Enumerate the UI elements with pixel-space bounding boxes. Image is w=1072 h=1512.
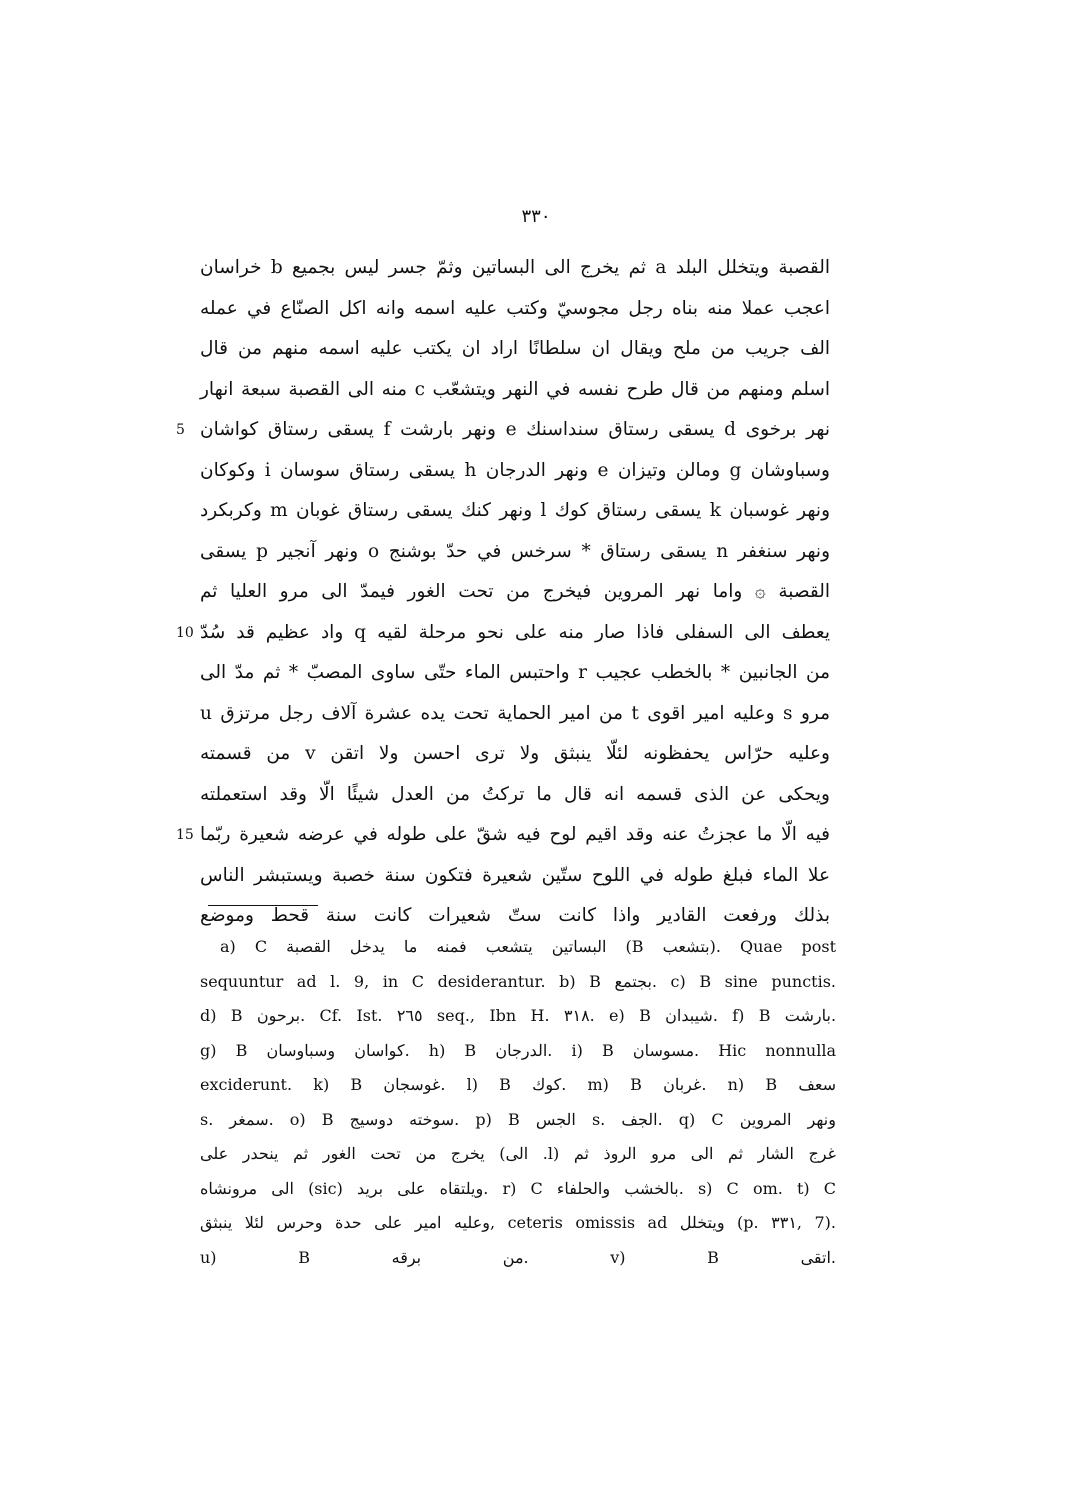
footnote-line: يخرج من تحت الغور ثم ينحدر على (الى .l) غرج الشار ثم الى مرو الروذ ثم — [200, 1144, 837, 1163]
text-line: فيه الّا ما عجزتُ عنه وقد اقيم لوح فيه شقّ على طوله في عرضه شعيرة ربّما 15 — [200, 815, 830, 856]
text-line: وعليه حرّاس يحفظونه لئلّا ينبثق ولا ترى احسن ولا اتقن v من قسمته — [200, 743, 830, 764]
text-line: اعجب عملا منه بناه رجل مجوسيّ وكتب عليه اسمه وانه اكل الصنّاع في عمله — [200, 297, 830, 319]
text-line: القصبة ۞ واما نهر المروين فيخرج من تحت الغور فيمدّ الى مرو العليا ثم — [200, 581, 830, 602]
footnote-line: exciderunt. k) B غوسجان. l) B كوك. m) B غربان. n) B سعف — [200, 1075, 837, 1094]
footnote-line: وعليه امير على حدة وحرس لئلا ينبثق, ceteris omissis ad ويتخلل (p. ۳۳١, 7). — [200, 1213, 836, 1232]
text-line: القصبة ويتخلل البلد a ثم يخرج الى البساتين وثمّ جسر ليس بجميع b خراسان — [200, 257, 831, 278]
text-line: ونهر غوسبان k يسقى رستاق كوك l ونهر كنك يسقى رستاق غوبان m وكربكرد — [200, 500, 831, 521]
footnote-line: s. سمغر. o) B سوخته دوسيج. p) B الجس s. الجف. q) C ونهر المروين — [200, 1109, 836, 1129]
footnote-line: الى مرونشاه (sic) ويلتقاه على بريد. r) C بالخشب والحلفاء. s) C om. t) C — [200, 1178, 837, 1198]
text-line: الف جريب من ملح ويقال ان سلطانًا اراد ان يكتب عليه اسمه منهم من قال — [200, 338, 830, 359]
text-line: بذلك ورفعت القادير واذا كانت ستّ شعيرات كانت سنة قحط وموضع — [200, 905, 830, 926]
text-line: ونهر سنغفر n يسقى رستاق * سرخس في حدّ بوشنج o ونهر آنجير p يسقى — [200, 540, 831, 562]
line-number: 10 — [176, 624, 194, 641]
text-line: من الجانبين * بالخطب عجيب r واحتبس الماء حتّى ساوى المصبّ * ثم مدّ الى — [200, 662, 830, 683]
footnote-divider — [208, 905, 318, 906]
page-number: ۳۳۰ — [521, 206, 551, 227]
text-line: اسلم ومنهم من قال طرح نفسه في النهر ويتشعّب c منه الى القصبة سبعة انهار — [200, 378, 830, 400]
text-line: ويحكى عن الذى قسمه انه قال ما تركتُ من العدل شيئًا الّا وقد استعملته — [200, 783, 830, 805]
main-text — [176, 248, 831, 937]
footnote-line: sequuntur ad l. 9, in C desiderantur. b) B بجتمع. c) B sine punctis. — [200, 971, 836, 991]
text-line: وسباوشان g ومالن وتيزان e ونهر الدرجان h يسقى رستاق سوسان i وكوكان — [200, 459, 830, 481]
footnote-line: d) B برحون. Cf. Ist. ۲٦٥ seq., Ibn H. ۳١٨. e) B شيبدان. f) B بارشت. — [200, 1006, 837, 1025]
line-number: 15 — [176, 827, 194, 843]
text-line: يعطف الى السفلى فاذا صار منه على نحو مرحلة لقيه q واد عظيم قد سُدّ 10 — [200, 613, 830, 654]
footnote-line: a) C البساتين يتشعب فمنه ما يدخل القصبة (B بتشعب). Quae post — [220, 937, 837, 956]
text-line: نهر برخوى d يسقى رستاق سنداسنك e ونهر بارشت f يسقى رستاق كواشان 5 — [200, 410, 830, 451]
footnotes — [200, 930, 836, 1275]
footnote-line: g) B كواسان وسباوسان. h) B الدرجان. i) B مسوسان. Hic nonnulla — [200, 1040, 836, 1060]
text-line: مرو s وعليه امير اقوى t من امير الحماية تحت يده عشرة آلاف رجل مرتزق u — [200, 702, 830, 724]
line-number: 5 — [176, 422, 185, 438]
footnote-line: u) B من برقه. v) B اتقى. — [200, 1247, 836, 1267]
text-line: علا الماء فبلغ طوله في اللوح ستّين شعيرة فتكون سنة خصبة ويستبشر الناس — [200, 864, 830, 886]
